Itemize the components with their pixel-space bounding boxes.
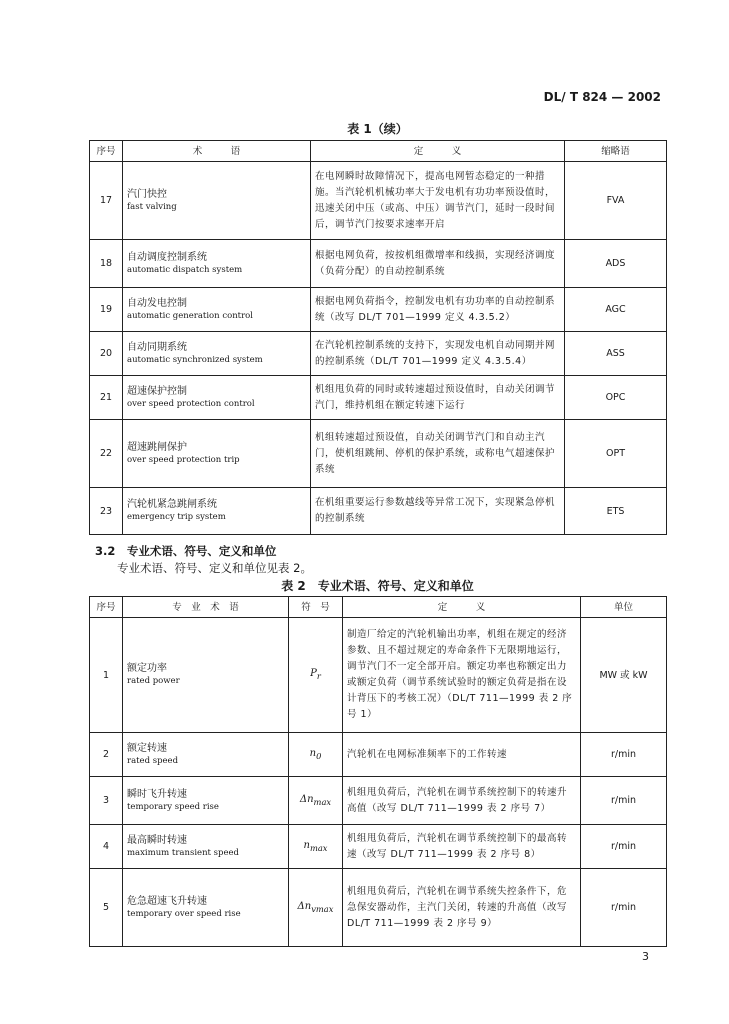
row-abbr: OPC (565, 376, 667, 420)
row-definition: 机组甩负荷后，汽轮机在调节系统控制下的转速升高值（改写 DL/T 711—1999 表 2 序号 7） (343, 777, 581, 825)
row-term (123, 733, 289, 777)
symbol-main: Δn (297, 900, 312, 912)
symbol-sub: max (309, 842, 328, 853)
row-abbr: OPT (565, 420, 667, 488)
term-cn: 超速跳闸保护 (127, 441, 187, 453)
row-abbr: ETS (565, 488, 667, 535)
symbol-main: Δn (299, 793, 314, 805)
row-abbr: AGC (565, 288, 667, 332)
term-en: emergency trip system (127, 512, 226, 522)
symbol-sub: r (316, 671, 321, 681)
table-row (90, 376, 667, 420)
row-no: 5 (90, 869, 123, 947)
row-unit: r/min (581, 825, 667, 869)
row-no: 18 (90, 240, 123, 288)
table2-caption: 表 2 专业术语、符号、定义和单位 (281, 579, 474, 593)
row-term (123, 376, 311, 420)
row-term (123, 420, 311, 488)
row-definition: 机组甩负荷后，汽轮机在调节系统失控条件下，危急保安器动作，主汽门关闭，转速的升高值（改写 DL/T 711—1999 表 2 序号 9） (343, 869, 581, 947)
row-no: 19 (90, 288, 123, 332)
section-paragraph: 专业术语、符号、定义和单位见表 2。 (117, 561, 312, 575)
row-term (123, 162, 311, 240)
row-definition: 机组甩负荷后，汽轮机在调节系统控制下的最高转速（改写 DL/T 711—1999 表 2 序号 8） (343, 825, 581, 869)
row-term (123, 869, 289, 947)
term-cn: 危急超速飞升转速 (127, 895, 207, 907)
row-term (123, 825, 289, 869)
row-definition: 制造厂给定的汽轮机输出功率，机组在规定的经济参数、且不超过规定的寿命条件下无限期地运行，调节汽门不一定全部开启。额定功率也称额定出力或额定负荷（调节系统试验时的额定负荷是指在设计背压下的考核工况）（DL/T 711—1999 表 2 序号 1） (343, 618, 581, 733)
row-definition: 机组转速超过预设值，自动关闭调节汽门和自动主汽门，使机组跳闸、停机的保护系统，或称电气超速保护系统 (311, 420, 565, 488)
row-term (123, 240, 311, 288)
row-no: 23 (90, 488, 123, 535)
row-symbol (289, 777, 343, 825)
term-en: rated speed (127, 755, 179, 766)
table1-header-row (90, 141, 667, 162)
row-symbol (289, 825, 343, 869)
term-cn: 瞬时飞升转速 (127, 788, 187, 800)
row-abbr: ADS (565, 240, 667, 288)
row-unit: r/min (581, 869, 667, 947)
table2-header-no: 序号 (90, 597, 123, 618)
row-unit: r/min (581, 777, 667, 825)
row-abbr: ASS (565, 332, 667, 376)
term-en: automatic generation control (127, 310, 254, 321)
row-symbol (289, 618, 343, 733)
row-no: 2 (90, 733, 123, 777)
term-cn: 最高瞬时转速 (127, 834, 187, 846)
row-term (123, 488, 311, 535)
table-row (90, 733, 667, 777)
table-row (90, 162, 667, 240)
table2-header-row (90, 597, 667, 618)
term-en: maximum transient speed (127, 847, 239, 858)
row-no: 3 (90, 777, 123, 825)
table-row (90, 825, 667, 869)
term-en: automatic dispatch system (127, 264, 243, 275)
row-definition: 汽轮机在电网标准频率下的工作转速 (343, 733, 581, 777)
term-cn: 超速保护控制 (127, 385, 187, 397)
row-term (123, 777, 289, 825)
row-definition: 在电网瞬时故障情况下，提高电网暂态稳定的一种措施。当汽轮机机械功率大于发电机有功功率预设值时，迅速关闭中压（或高、中压）调节汽门，延时一段时间后，调节汽门按要求速率开启 (311, 162, 565, 240)
term-cn: 汽轮机紧急跳闸系统 (127, 499, 217, 510)
table1-caption: 表 1（续） (347, 122, 408, 136)
term-en: temporary over speed rise (127, 908, 241, 919)
term-cn: 额定功率 (127, 663, 167, 674)
table-row (90, 288, 667, 332)
symbol-main: n (309, 747, 317, 759)
table-row (90, 488, 667, 535)
term-en: temporary speed rise (127, 801, 219, 812)
row-no: 1 (90, 618, 123, 733)
symbol-sub: vmax (311, 903, 334, 914)
row-no: 17 (90, 162, 123, 240)
row-unit: MW 或 kW (581, 618, 667, 733)
row-symbol (289, 733, 343, 777)
row-definition: 机组甩负荷的同时或转速超过预设值时，自动关闭调节汽门，维持机组在额定转速下运行 (311, 376, 565, 420)
term-en: over speed protection control (127, 398, 255, 409)
term-en: fast valving (127, 201, 177, 212)
table1 (89, 140, 667, 535)
term-cn: 自动调度控制系统 (127, 251, 207, 263)
row-abbr: FVA (565, 162, 667, 240)
term-cn: 汽门快控 (127, 188, 167, 200)
row-no: 4 (90, 825, 123, 869)
term-en: over speed protection trip (127, 454, 240, 465)
row-no: 22 (90, 420, 123, 488)
row-term (123, 332, 311, 376)
standard-code: DL/ T 824 — 2002 (543, 90, 661, 104)
table2 (89, 596, 667, 947)
row-symbol (289, 869, 343, 947)
table1-header-definition: 定 义 (311, 141, 565, 162)
table-row (90, 420, 667, 488)
term-en: automatic synchronized system (127, 354, 263, 365)
row-definition: 在机组重要运行参数越线等异常工况下，实现紧急停机的控制系统 (311, 488, 565, 535)
term-en: rated power (127, 676, 180, 686)
table-row (90, 618, 667, 733)
table2-header-definition: 定 义 (343, 597, 581, 618)
row-definition: 根据电网负荷，按按机组微增率和线损，实现经济调度（负荷分配）的自动控制系统 (311, 240, 565, 288)
term-cn: 自动发电控制 (127, 297, 187, 309)
section-heading: 3.2 专业术语、符号、定义和单位 (95, 544, 277, 558)
row-no: 21 (90, 376, 123, 420)
symbol-sub: 0 (316, 750, 322, 761)
row-definition: 根据电网负荷指令，控制发电机有功功率的自动控制系统（改写 DL/T 701—1999 定义 4.3.5.2） (311, 288, 565, 332)
table2-header-symbol: 符 号 (289, 597, 343, 618)
term-cn: 自动同期系统 (127, 341, 187, 353)
row-term (123, 288, 311, 332)
table1-header-no: 序号 (90, 141, 123, 162)
table-row (90, 777, 667, 825)
symbol-sub: max (313, 796, 332, 807)
page-number: 3 (642, 950, 649, 963)
symbol-main: P (310, 668, 317, 679)
table-row (90, 869, 667, 947)
row-term (123, 618, 289, 733)
table2-header-unit: 单位 (581, 597, 667, 618)
term-cn: 额定转速 (127, 742, 167, 754)
table2-header-term: 专 业 术 语 (123, 597, 289, 618)
row-no: 20 (90, 332, 123, 376)
row-unit: r/min (581, 733, 667, 777)
table1-header-abbr: 缩略语 (565, 141, 667, 162)
table1-header-term: 术 语 (123, 141, 311, 162)
symbol-main: n (303, 839, 310, 851)
table-row (90, 332, 667, 376)
table-row (90, 240, 667, 288)
row-definition: 在汽轮机控制系统的支持下，实现发电机自动同期并网的控制系统（DL/T 701—1999 定义 4.3.5.4） (311, 332, 565, 376)
